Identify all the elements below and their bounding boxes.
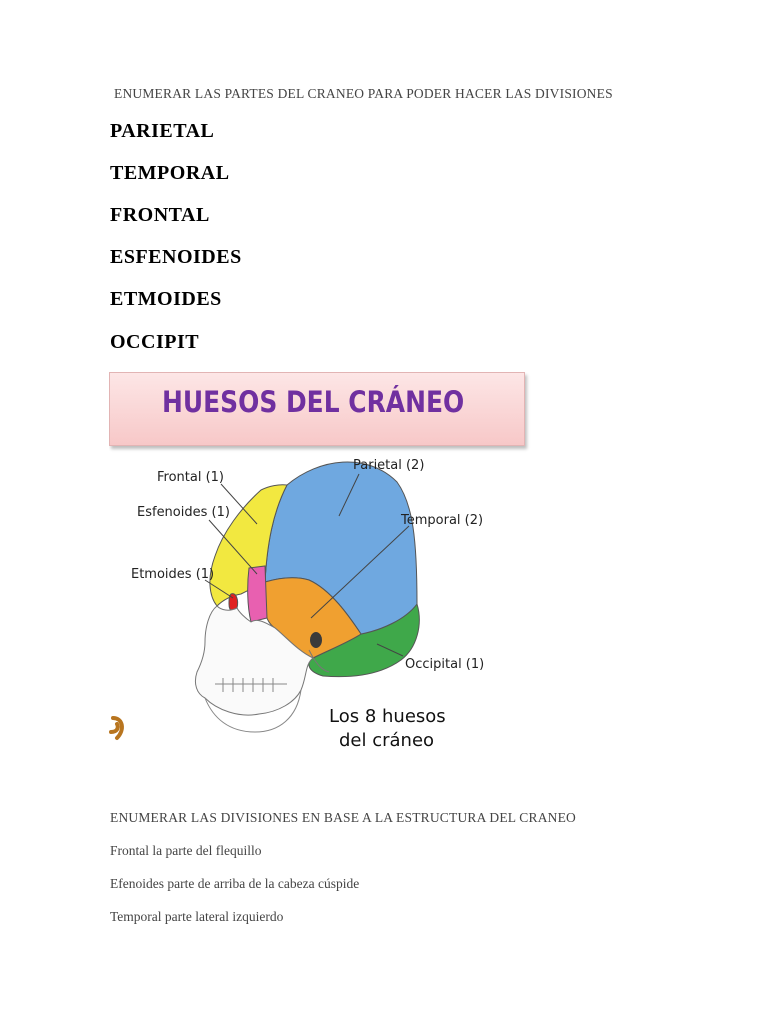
caption-line-2: del cráneo — [339, 730, 435, 751]
bone-item-frontal: FRONTAL — [110, 204, 210, 226]
skull-figure — [109, 372, 549, 762]
bone-item-occipit: OCCIPIT — [110, 331, 200, 353]
note-esfenoides: Efenoides parte de arriba de la cabeza cúspide — [110, 876, 360, 891]
label-occipital: Occipital (1) — [405, 657, 485, 672]
section2-heading: ENUMERAR LAS DIVISIONES EN BASE A LA ESTRUCTURA DEL CRANEO — [110, 810, 576, 825]
corner-swirl-decoration — [111, 718, 122, 738]
skull-illustration — [109, 372, 549, 762]
ear-opening — [310, 632, 322, 648]
bone-item-etmoides: ETMOIDES — [110, 288, 222, 310]
esfenoides-bone — [248, 566, 267, 622]
figure-banner-title: HUESOS DEL CRÁNEO — [162, 385, 465, 419]
bone-item-temporal: TEMPORAL — [110, 162, 230, 184]
skull-drawing — [195, 462, 419, 732]
label-etmoides: Etmoides (1) — [131, 567, 215, 582]
label-temporal: Temporal (2) — [401, 513, 484, 528]
bone-item-parietal: PARIETAL — [110, 120, 215, 142]
caption-line-1: Los 8 huesos — [329, 706, 446, 727]
label-esfenoides: Esfenoides (1) — [137, 505, 230, 520]
intro-heading: ENUMERAR LAS PARTES DEL CRANEO PARA PODER HACER LAS DIVISIONES — [114, 86, 613, 101]
bone-item-esfenoides: ESFENOIDES — [110, 246, 242, 268]
label-parietal: Parietal (2) — [353, 458, 425, 473]
label-frontal: Frontal (1) — [157, 470, 225, 485]
note-temporal: Temporal parte lateral izquierdo — [110, 909, 284, 924]
note-frontal: Frontal la parte del flequillo — [110, 843, 262, 858]
